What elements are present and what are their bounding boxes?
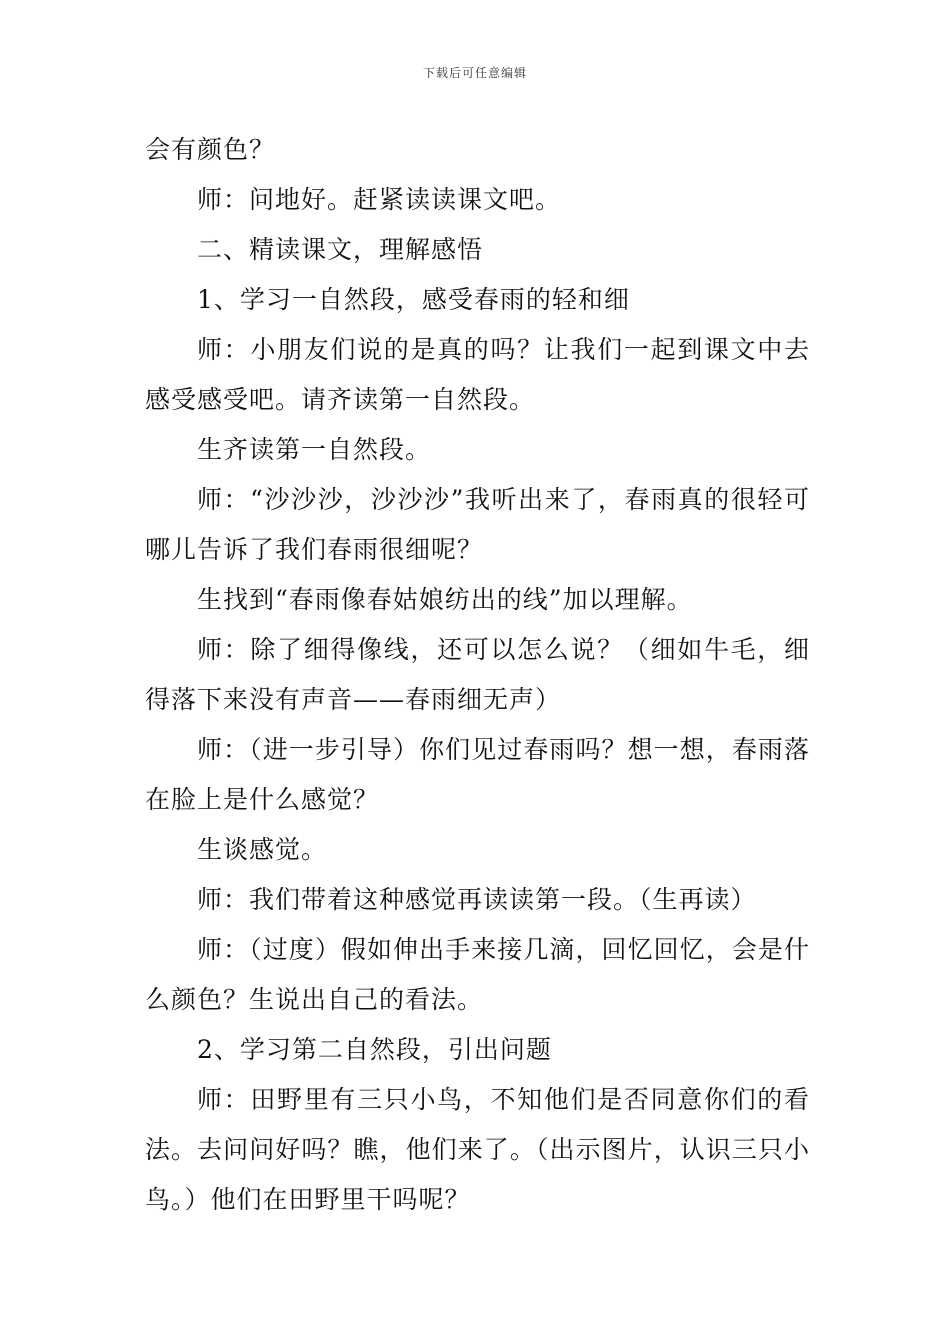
paragraph: 师：我们带着这种感觉再读读第一段。（生再读）: [197, 885, 757, 914]
paragraph: 会有颜色？: [145, 135, 276, 164]
paragraph: 师：（过度）假如伸出手来接几滴，回忆回忆，会是什么颜色？生说出自己的看法。: [145, 935, 810, 1014]
paragraph: 师：田野里有三只小鸟，不知他们是否同意你们的看法。去问问好吗？瞧，他们来了。（出示图片，认识三只小鸟。）他们在田野里干吗呢？: [145, 1085, 810, 1214]
paragraph: 师：问地好。赶紧读读课文吧。: [197, 185, 562, 214]
page-header: 下载后可任意编辑: [422, 66, 527, 80]
paragraph: 师：除了细得像线，还可以怎么说？（细如牛毛，细得落下来没有声音——春雨细无声）: [145, 635, 810, 714]
paragraph: 师：（进一步引导）你们见过春雨吗？想一想，春雨落在脸上是什么感觉？: [145, 735, 810, 814]
subsection-heading: 1、学习一自然段，感受春雨的轻和细: [197, 285, 630, 314]
paragraph: 师：“沙沙沙，沙沙沙”我听出来了，春雨真的很轻可哪儿告诉了我们春雨很细呢？: [145, 485, 810, 564]
paragraph: 生谈感觉。: [197, 835, 328, 864]
document-body: [145, 125, 810, 1225]
section-heading: 二、精读课文，理解感悟: [197, 235, 484, 264]
paragraph: 师：小朋友们说的是真的吗？让我们一起到课文中去感受感受吧。请齐读第一自然段。: [145, 335, 810, 414]
paragraph: 生齐读第一自然段。: [197, 435, 432, 464]
paragraph: 生找到“春雨像春姑娘纺出的线”加以理解。: [197, 585, 693, 614]
subsection-heading: 2、学习第二自然段，引出问题: [197, 1035, 552, 1064]
